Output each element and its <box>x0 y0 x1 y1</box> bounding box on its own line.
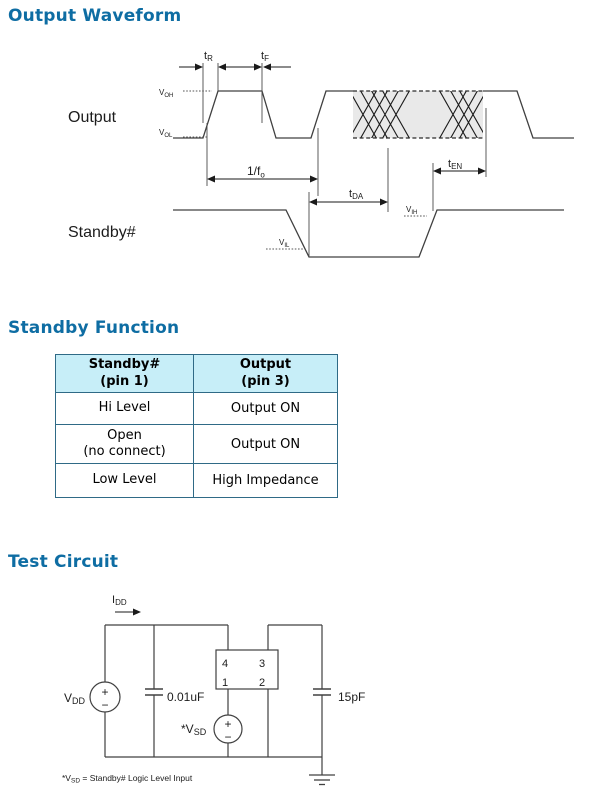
cell-output-state: High Impedance <box>194 464 338 498</box>
tda-label: tDA <box>349 188 364 201</box>
minus-sign: − <box>224 730 232 744</box>
ten-label: tEN <box>448 158 463 171</box>
table-row <box>56 464 338 498</box>
cap1-value-label: 0.01uF <box>167 690 205 704</box>
vdd-source <box>90 682 120 712</box>
circuit-wires <box>105 625 322 775</box>
output-invalid-region <box>348 88 488 141</box>
vsd-source <box>214 715 242 744</box>
pin2-label: 2 <box>259 677 266 689</box>
tf-label: tF <box>261 50 269 63</box>
dut-ic-box <box>216 650 278 689</box>
section-title-output-waveform: Output Waveform <box>8 6 182 26</box>
cell-standby-state: Hi Level <box>56 393 194 425</box>
vsd-label: *VSD <box>181 722 207 737</box>
idd-label: IDD <box>112 594 127 607</box>
plus-sign: + <box>101 685 109 699</box>
table-row <box>56 393 338 425</box>
vil-label: $V_{IL}$ <box>279 238 290 249</box>
output-signal-label: Output <box>68 109 117 126</box>
footnote: *VSD = Standby# Logic Level Input <box>62 773 193 785</box>
standby-trace <box>173 210 564 257</box>
output-waveform-diagram <box>0 40 602 280</box>
tr-label: tR <box>204 50 213 63</box>
capacitor-15pF <box>313 689 331 695</box>
pin1-label: 1 <box>222 677 229 689</box>
vdd-label: VDD <box>64 691 86 706</box>
table-header-row <box>56 355 338 393</box>
header-standby-pin1: Standby# (pin 1) <box>56 355 194 393</box>
vih-label: $V_{IH}$ <box>406 205 418 216</box>
pin3-label: 3 <box>259 658 266 670</box>
header-output-pin3: Output (pin 3) <box>194 355 338 393</box>
pin4-label: 4 <box>222 658 229 670</box>
section-title-test-circuit: Test Circuit <box>8 552 119 572</box>
test-circuit-diagram <box>0 585 602 801</box>
standby-function-table <box>55 354 338 498</box>
ground-symbol <box>309 775 335 785</box>
table-row <box>56 425 338 464</box>
cell-standby-state: Open (no connect) <box>56 425 194 464</box>
voh-label: $V_{OH}$ <box>159 88 174 99</box>
cell-output-state: Output ON <box>194 393 338 425</box>
vol-label: $V_{OL}$ <box>159 128 173 139</box>
capacitor-0p01uF <box>145 689 163 695</box>
section-title-standby-function: Standby Function <box>8 318 180 338</box>
plus-sign: + <box>224 717 232 731</box>
minus-sign: − <box>101 698 109 712</box>
cell-output-state: Output ON <box>194 425 338 464</box>
idd-current-arrow <box>115 609 141 616</box>
standby-signal-label: Standby# <box>68 224 136 241</box>
period-label: $1/f_o$ <box>247 164 265 180</box>
cap2-value-label: 15pF <box>338 690 366 704</box>
cell-standby-state: Low Level <box>56 464 194 498</box>
